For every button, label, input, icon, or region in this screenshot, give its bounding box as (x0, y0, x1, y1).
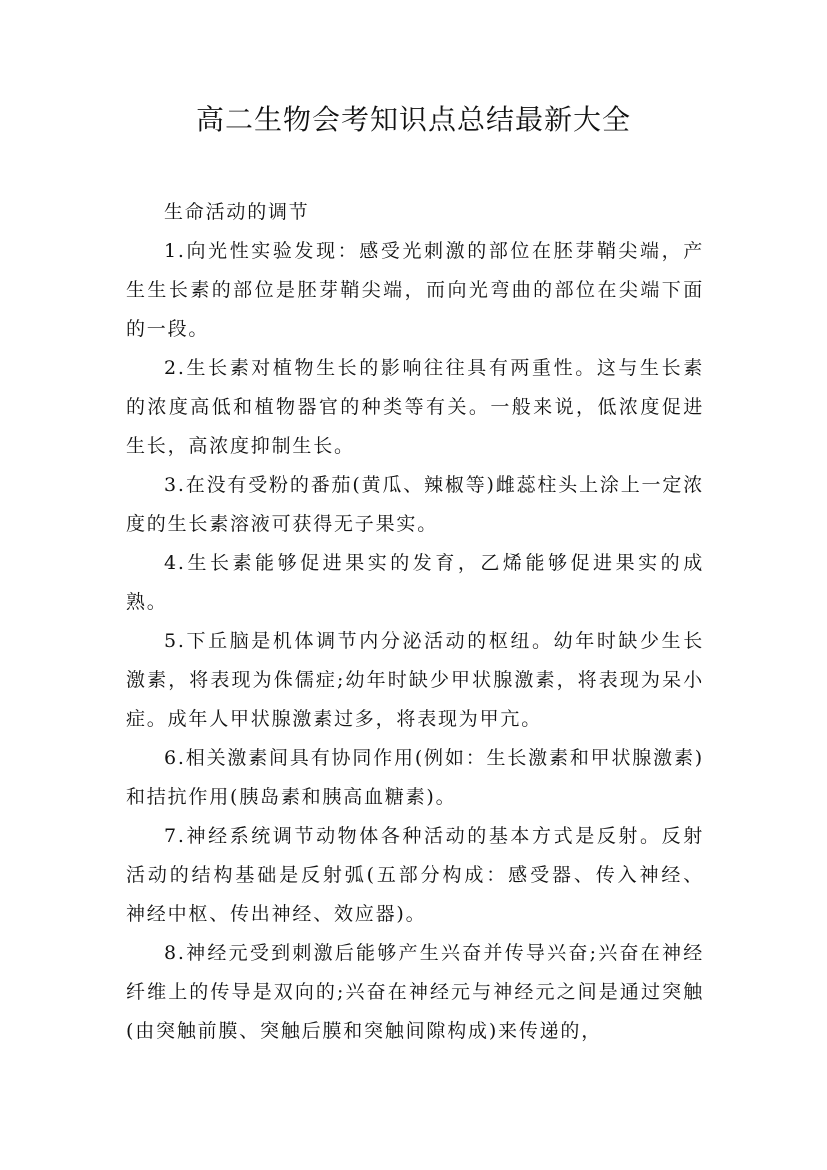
document-body (126, 193, 704, 1051)
paragraph-6: 6.相关激素间具有协同作用(例如：生长激素和甲状腺激素)和拮抗作用(胰岛素和胰高血糖素)。 (126, 747, 704, 808)
paragraph-4: 4.生长素能够促进果实的发育，乙烯能够促进果实的成熟。 (126, 552, 704, 613)
section-heading: 生命活动的调节 (164, 201, 310, 223)
paragraph-2: 2.生长素对植物生长的影响往往具有两重性。这与生长素的浓度高低和植物器官的种类等有关。一般来说，低浓度促进生长，高浓度抑制生长。 (126, 357, 704, 457)
paragraph-8: 8.神经元受到刺激后能够产生兴奋并传导兴奋;兴奋在神经纤维上的传导是双向的;兴奋在神经元与神经元之间是通过突触(由突触前膜、突触后膜和突触间隙构成)来传递的， (126, 942, 704, 1042)
document-title: 高二生物会考知识点总结最新大全 (195, 103, 631, 136)
paragraph-3: 3.在没有受粉的番茄(黄瓜、辣椒等)雌蕊柱头上涂上一定浓度的生长素溶液可获得无子果实。 (126, 474, 704, 535)
paragraph-1: 1.向光性实验发现：感受光刺激的部位在胚芽鞘尖端，产生生长素的部位是胚芽鞘尖端，而向光弯曲的部位在尖端下面的一段。 (126, 240, 704, 340)
paragraph-7: 7.神经系统调节动物体各种活动的基本方式是反射。反射活动的结构基础是反射弧(五部分构成：感受器、传入神经、 神经中枢、传出神经、效应器)。 (126, 825, 704, 925)
paragraph-5: 5.下丘脑是机体调节内分泌活动的枢纽。幼年时缺少生长激素，将表现为侏儒症;幼年时缺少甲状腺激素，将表现为呆小症。成年人甲状腺激素过多，将表现为甲亢。 (126, 630, 704, 730)
